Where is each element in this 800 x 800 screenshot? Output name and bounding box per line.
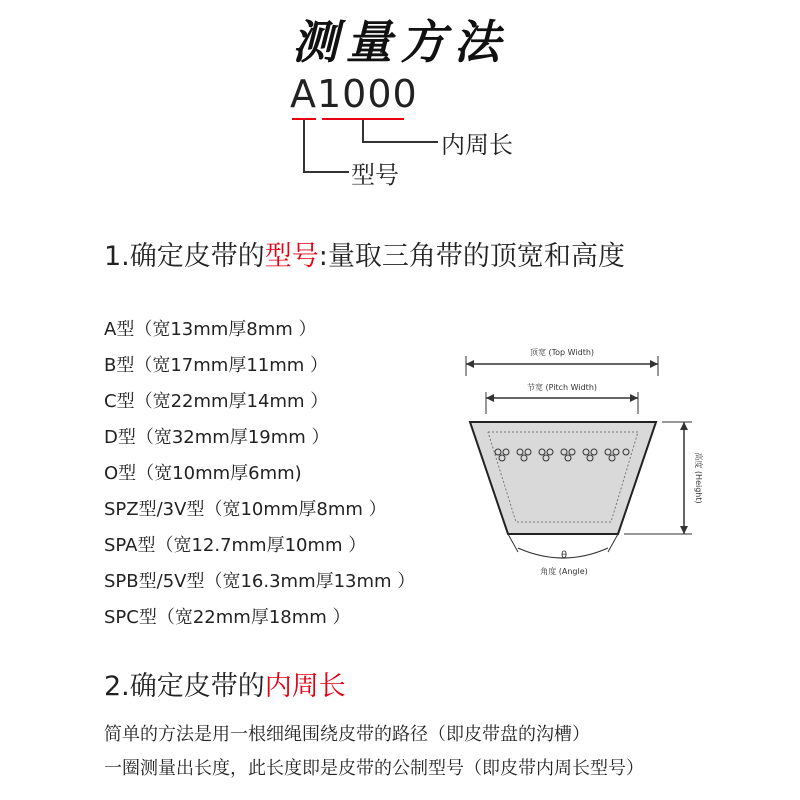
spec-item-d: D型（宽32mm厚19mm ） — [104, 427, 330, 448]
section1-suffix: :量取三角带的顶宽和高度 — [318, 241, 625, 272]
height-label: 高度 (Height) — [694, 452, 703, 504]
height-arrow-bottom — [680, 526, 688, 534]
angle-label: 角度 (Angle) — [540, 567, 588, 576]
top-width-arrow-left — [466, 360, 474, 368]
model-leader-horizontal — [303, 171, 349, 173]
spec-item-spa: SPA型（宽12.7mm厚10mm ） — [104, 535, 367, 556]
section1-highlight: 型号 — [264, 241, 319, 272]
top-width-label: 顶宽 (Top Width) — [529, 348, 595, 357]
belt-code-example — [290, 72, 418, 116]
inner-length-label: 内周长 — [441, 131, 513, 159]
page-title: 测量方法 — [292, 15, 508, 69]
spec-item-c: C型（宽22mm厚14mm ） — [104, 391, 329, 412]
section2-highlight: 内周长 — [264, 671, 346, 702]
spec-list — [104, 312, 415, 636]
method-paragraph-1: 简单的方法是用一根细绳围绕皮带的路径（即皮带盘的沟槽） — [104, 724, 590, 745]
pitch-width-label: 节宽 (Pitch Width) — [526, 383, 598, 392]
section2-heading — [104, 664, 346, 703]
code-model-part: A — [290, 72, 317, 116]
spec-item-spc: SPC型（宽22mm厚18mm ） — [104, 607, 351, 628]
length-leader-horizontal — [362, 141, 438, 143]
angle-leg-left — [508, 534, 518, 552]
section1-heading — [104, 234, 625, 273]
pitch-width-arrow-right — [630, 394, 638, 402]
top-width-arrow-right — [650, 360, 658, 368]
pitch-width-arrow-left — [486, 394, 494, 402]
height-arrow-top — [680, 422, 688, 430]
length-leader-vertical — [362, 120, 364, 142]
section2-prefix: 2.确定皮带的 — [104, 671, 265, 702]
code-length-part: 1000 — [317, 72, 418, 116]
spec-item-spz: SPZ型/3V型（宽10mm厚8mm ） — [104, 499, 387, 520]
method-paragraph-2: 一圈测量出长度，此长度即是皮带的公制型号（即皮带内周长型号） — [104, 758, 644, 779]
theta-symbol: θ — [560, 550, 568, 561]
section1-prefix: 1.确定皮带的 — [104, 241, 265, 272]
model-label: 型号 — [351, 161, 399, 189]
angle-leg-right — [608, 534, 618, 552]
spec-item-b: B型（宽17mm厚11mm ） — [104, 355, 329, 376]
model-leader-vertical — [303, 120, 305, 172]
spec-item-a: A型（宽13mm厚8mm ） — [104, 319, 317, 340]
spec-item-o: O型（宽10mm厚6mm) — [104, 463, 302, 484]
spec-item-spb: SPB型/5V型（宽16.3mm厚13mm ） — [104, 571, 416, 592]
belt-cross-section — [470, 422, 656, 534]
belt-cross-section-diagram — [456, 336, 716, 586]
